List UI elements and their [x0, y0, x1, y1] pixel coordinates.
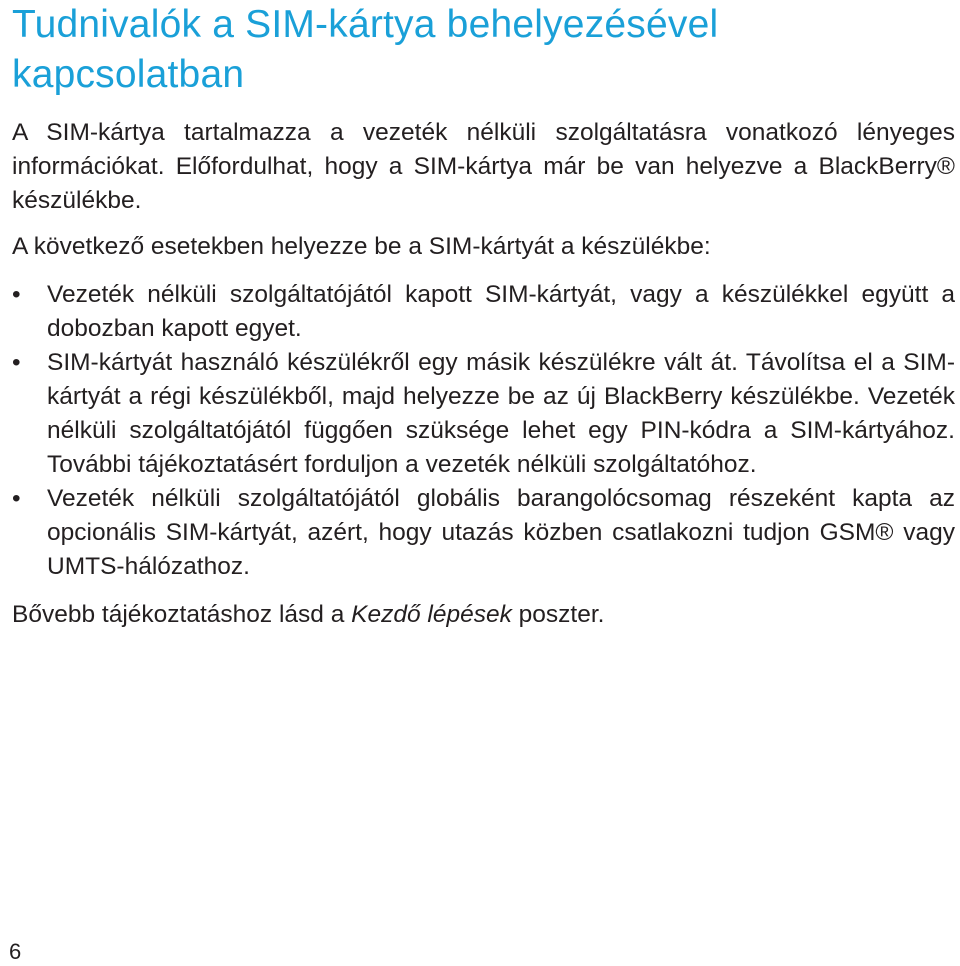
poster-title: Kezdő lépések — [351, 601, 512, 628]
page-title: Tudnivalók a SIM-kártya behelyezésével kapcsolatban — [12, 3, 719, 96]
list-item — [12, 482, 955, 584]
intro-paragraph: A SIM-kártya tartalmazza a vezeték nélküli szolgáltatásra vonatkozó lényeges információkat. Előfordulhat, hogy a SIM-kártya már be van helyezve a BlackBerry® készülékbe. — [12, 119, 955, 214]
bullet-icon: • — [12, 349, 21, 376]
page-content — [12, 0, 955, 632]
list-item-text: SIM-kártyát használó készülékről egy másik készülékre vált át. Távolítsa el a SIM-kártyát a régi készülékből, majd helyezze be az új BlackBerry készülékbe. Vezeték nélküli szolgáltatójától függően szüksége lehet egy PIN-kódra a SIM-kártyához. További tájékoztatásért forduljon a vezeték nélküli szolgáltatóhoz. — [47, 349, 955, 478]
page-number: 6 — [9, 939, 22, 964]
bullet-icon: • — [12, 281, 21, 308]
lead-paragraph: A következő esetekben helyezze be a SIM-kártyát a készülékbe: — [12, 233, 711, 260]
list-item-text: Vezeték nélküli szolgáltatójától globális barangolócsomag részeként kapta az opcionális SIM-kártyát, azért, hogy utazás közben csatlakozni tudjon GSM® vagy UMTS-hálózathoz. — [47, 485, 955, 580]
more-info-prefix: Bővebb tájékoztatáshoz lásd a — [12, 601, 352, 628]
list-item-text: Vezeték nélküli szolgáltatójától kapott SIM-kártyát, vagy a készülékkel együtt a dobozban kapott egyet. — [47, 281, 955, 342]
more-info-paragraph — [12, 598, 955, 632]
list-item — [12, 346, 955, 482]
more-info-suffix: poszter. — [511, 601, 605, 628]
bullet-list — [12, 278, 955, 584]
bullet-icon: • — [12, 485, 21, 512]
list-item — [12, 278, 955, 346]
